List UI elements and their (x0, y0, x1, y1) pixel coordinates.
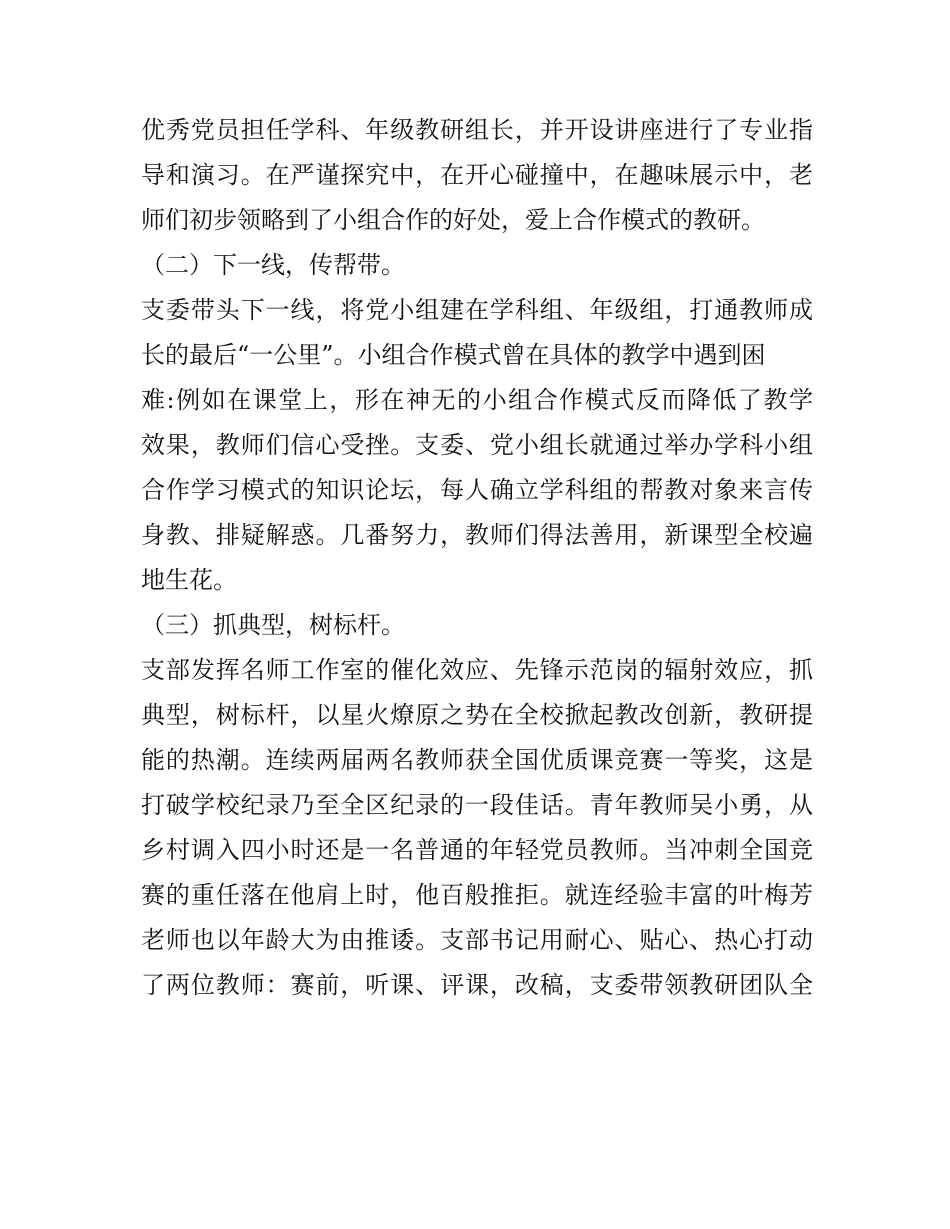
text-line: 乡村调入四小时还是一名普通的年轻党员教师。当冲刺全国竞 (141, 836, 813, 864)
text-line: 长的最后“一公里”。小组合作模式曾在具体的教学中遇到困 (141, 341, 766, 369)
text-line: 导和演习。在严谨探究中，在开心碰撞中，在趣味展示中，老 (141, 161, 813, 189)
text-line: 师们初步领略到了小组合作的好处，爱上合作模式的教研。 (141, 206, 765, 234)
text-line: 地生花。 (141, 566, 237, 594)
text-line: 打破学校纪录乃至全区纪录的一段佳话。青年教师吴小勇，从 (141, 791, 813, 819)
text-line: 老师也以年龄大为由推诿。支部书记用耐心、贴心、热心打动 (141, 926, 813, 954)
text-line: 优秀党员担任学科、年级教研组长，并开设讲座进行了专业指 (141, 116, 813, 144)
text-line: 支委带头下一线，将党小组建在学科组、年级组，打通教师成 (141, 296, 813, 324)
document-body (141, 108, 813, 1008)
text-line: 效果，教师们信心受挫。支委、党小组长就通过举办学科小组 (141, 431, 813, 459)
text-line: 能的热潮。连续两届两名教师获全国优质课竞赛一等奖，这是 (141, 746, 813, 774)
section-heading: （三）抓典型，树标杆。 (141, 611, 405, 639)
text-line: 赛的重任落在他肩上时，他百般推拒。就连经验丰富的叶梅芳 (141, 881, 813, 909)
text-line: 典型，树标杆，以星火燎原之势在全校掀起教改创新，教研提 (141, 701, 813, 729)
text-line: 难:例如在课堂上，形在神无的小组合作模式反而降低了教学 (141, 386, 813, 414)
text-line: 支部发挥名师工作室的催化效应、先锋示范岗的辐射效应，抓 (141, 656, 813, 684)
text-line: 身教、排疑解惑。几番努力，教师们得法善用，新课型全校遍 (141, 521, 813, 549)
text-line: 了两位教师：赛前，听课、评课，改稿，支委带领教研团队全 (141, 971, 813, 999)
text-line: 合作学习模式的知识论坛，每人确立学科组的帮教对象来言传 (141, 476, 813, 504)
section-heading: （二）下一线，传帮带。 (141, 251, 405, 279)
